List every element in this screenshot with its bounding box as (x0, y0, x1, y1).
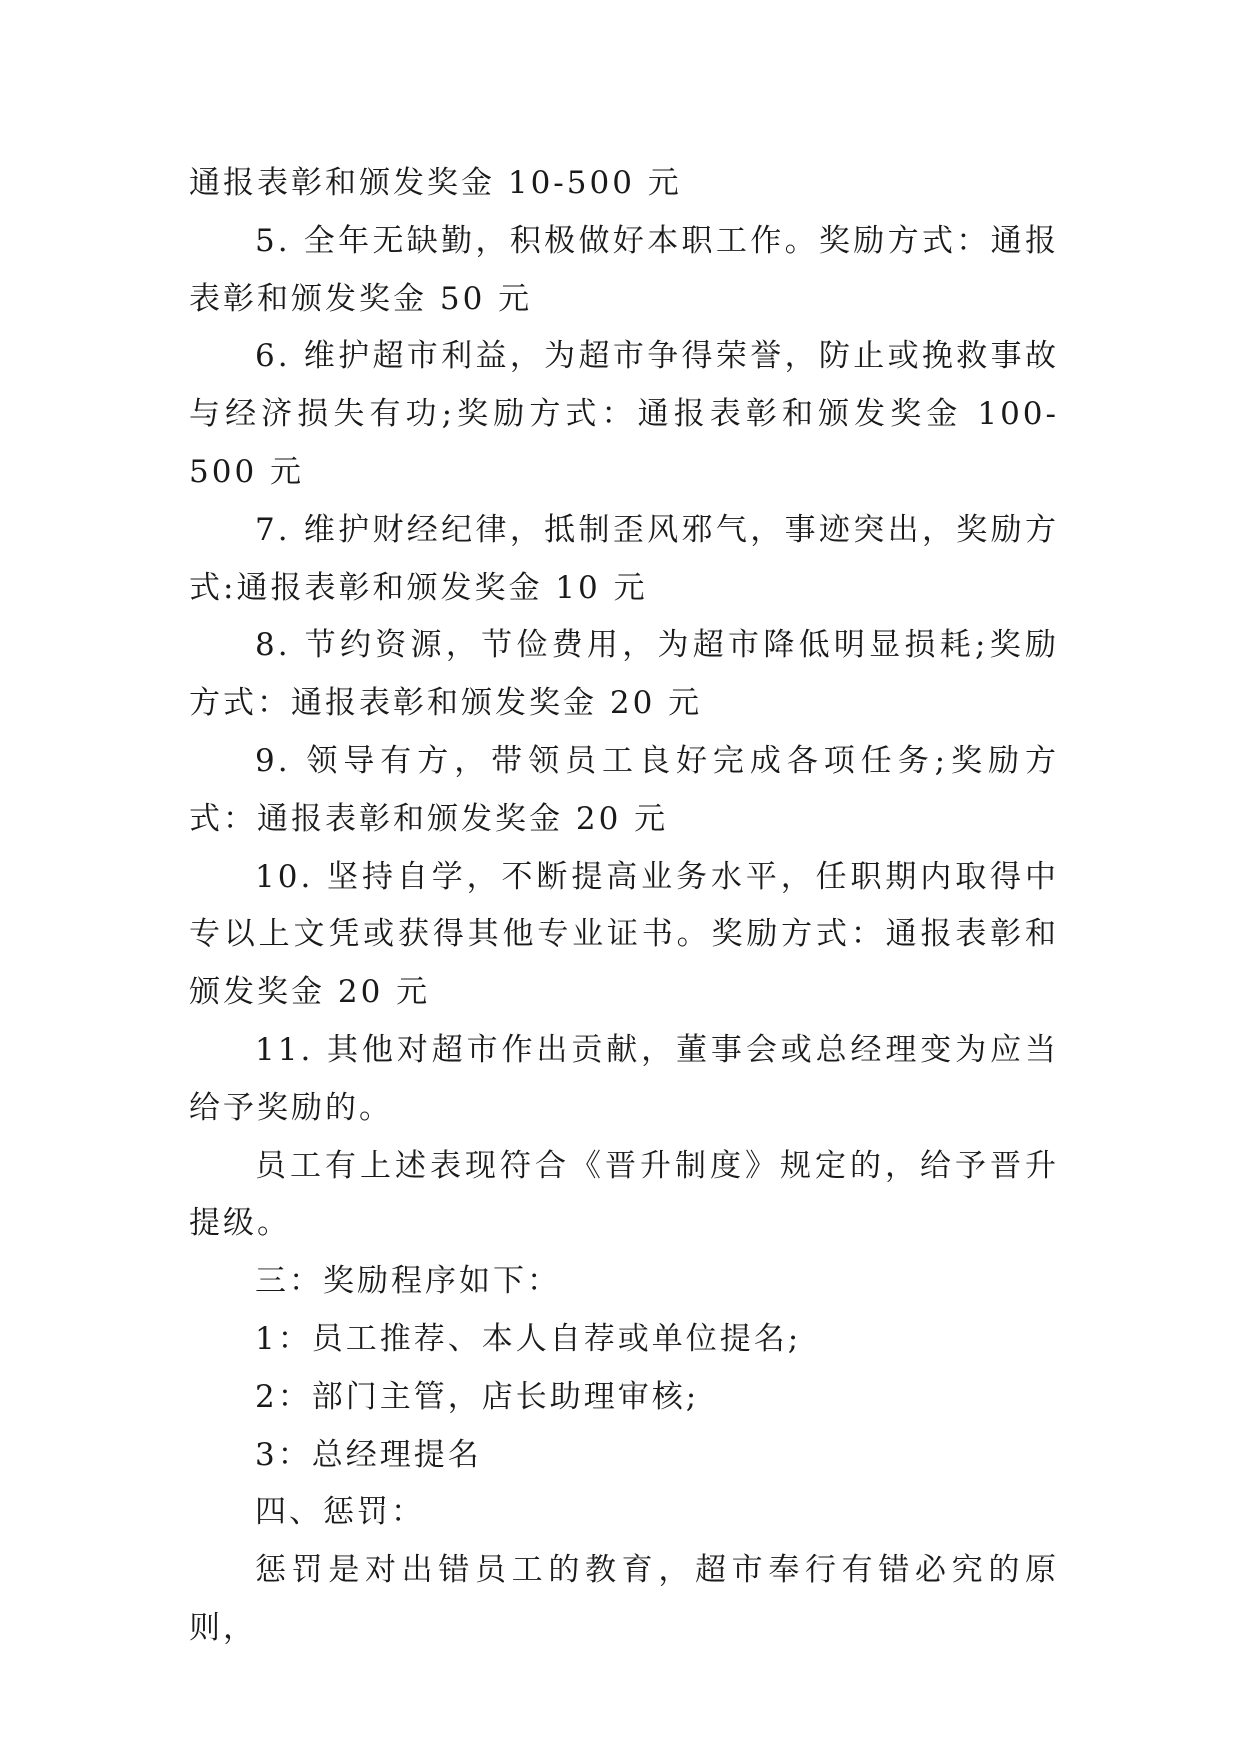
section-heading-reward-procedure: 三：奖励程序如下： (255, 1263, 561, 1300)
paragraph-item-7: 7. 维护财经纪律，抵制歪风邪气，事迹突出，奖励方式:通报表彰和颁发奖金 10 元 (189, 511, 1059, 606)
paragraph-item-10: 10. 坚持自学，不断提高业务水平，任职期内取得中专以上文凭或获得其他专业证书。奖励方式：通报表彰和颁发奖金 20 元 (189, 858, 1059, 1011)
paragraph-promotion-note: 员工有上述表现符合《晋升制度》规定的，给予晋升提级。 (189, 1147, 1059, 1242)
procedure-step-1: 1：员工推荐、本人自荐或单位提名; (255, 1320, 802, 1357)
paragraph-item-8: 8. 节约资源，节俭费用，为超市降低明显损耗;奖励方式：通报表彰和颁发奖金 20 元 (189, 627, 1059, 722)
procedure-step-3: 3：总经理提名 (255, 1436, 482, 1473)
document-body (189, 155, 1059, 1658)
paragraph-punishment-intro: 惩罚是对出错员工的教育，超市奉行有错必究的原则， (189, 1552, 1059, 1646)
paragraph-continuation: 通报表彰和颁发奖金 10-500 元 (189, 165, 682, 201)
paragraph-item-5: 5. 全年无缺勤，积极做好本职工作。奖励方式：通报表彰和颁发奖金 50 元 (189, 222, 1059, 317)
paragraph-item-6: 6. 维护超市利益，为超市争得荣誉，防止或挽救事故与经济损失有功;奖励方式：通报表彰和颁发奖金 100-500 元 (189, 338, 1059, 490)
procedure-step-2: 2：部门主管，店长助理审核; (255, 1378, 700, 1415)
paragraph-item-9: 9. 领导有方，带领员工良好完成各项任务;奖励方式：通报表彰和颁发奖金 20 元 (189, 742, 1059, 837)
section-heading-punishment: 四、惩罚： (255, 1494, 425, 1531)
paragraph-item-11: 11. 其他对超市作出贡献，董事会或总经理变为应当给予奖励的。 (189, 1031, 1059, 1126)
